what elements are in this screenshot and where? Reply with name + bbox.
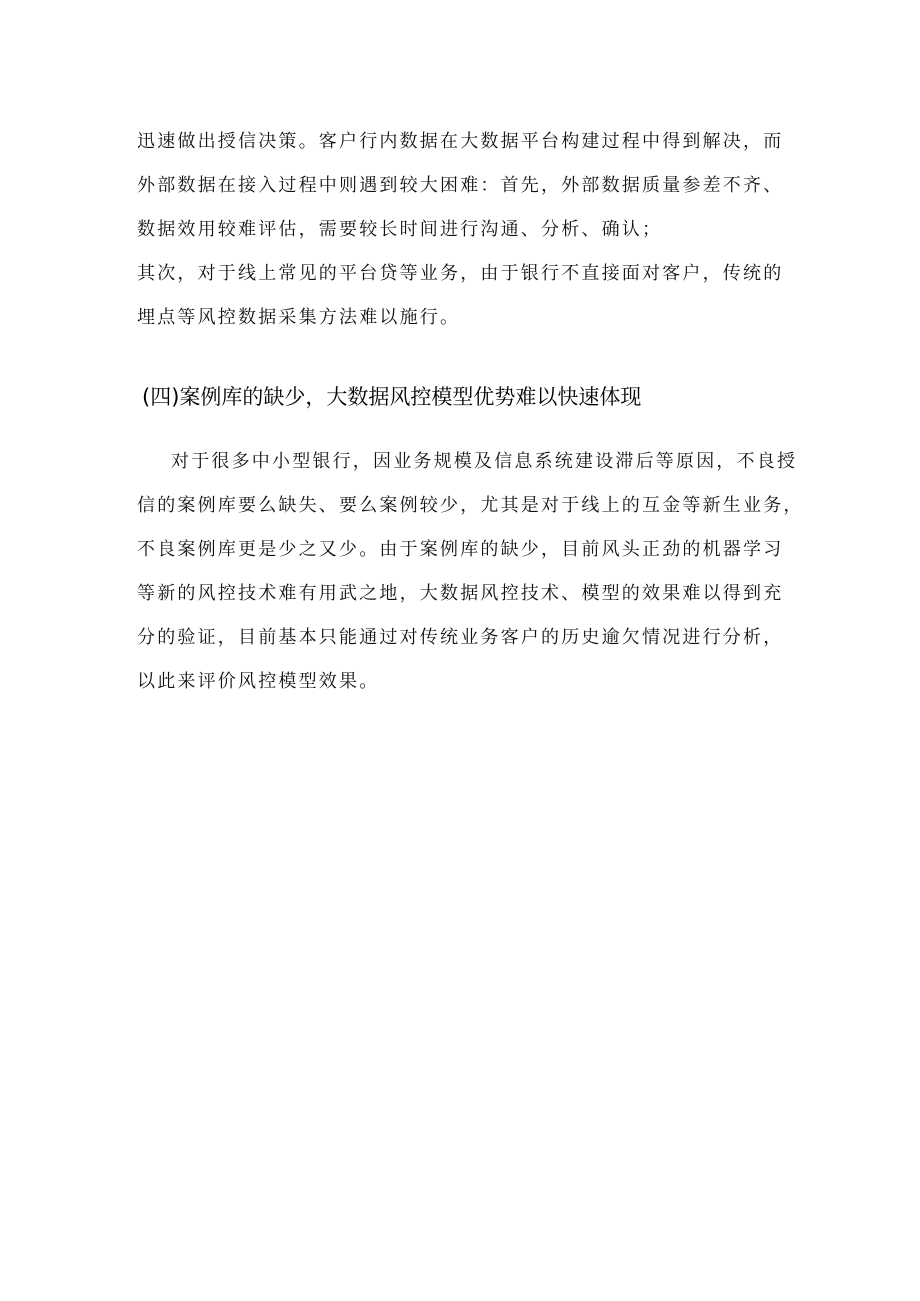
section-heading: (四)案例库的缺少，大数据风控模型优势难以快速体现 <box>142 385 642 409</box>
text-line: 迅速做出授信决策。客户行内数据在大数据平台构建过程中得到解决，而 <box>137 131 784 152</box>
text-line: 其次，对于线上常见的平台贷等业务，由于银行不直接面对客户，传统的 <box>137 263 784 284</box>
text-line: 数据效用较难评估，需要较长时间进行沟通、分析、确认； <box>137 219 663 240</box>
text-line: 对于很多中小型银行，因业务规模及信息系统建设滞后等原因，不良授 <box>171 451 798 472</box>
paragraph-2 <box>137 252 787 340</box>
text-line: 不良案例库更是少之又少。由于案例库的缺少，目前风头正劲的机器学习 <box>137 539 784 560</box>
text-line: 等新的风控技术难有用武之地，大数据风控技术、模型的效果难以得到充 <box>137 583 784 604</box>
text-line: 埋点等风控数据采集方法难以施行。 <box>137 307 461 328</box>
text-line: 外部数据在接入过程中则遇到较大困难：首先，外部数据质量参差不齐、 <box>137 175 784 196</box>
document-body <box>137 120 804 704</box>
paragraph-3 <box>137 440 804 704</box>
text-line: 信的案例库要么缺失、要么案例较少，尤其是对于线上的互金等新生业务， <box>137 495 804 516</box>
text-line: 分的验证，目前基本只能通过对传统业务客户的历史逾欠情况进行分析， <box>137 627 784 648</box>
paragraph-1 <box>137 120 787 252</box>
text-line: 以此来评价风控模型效果。 <box>137 671 380 692</box>
